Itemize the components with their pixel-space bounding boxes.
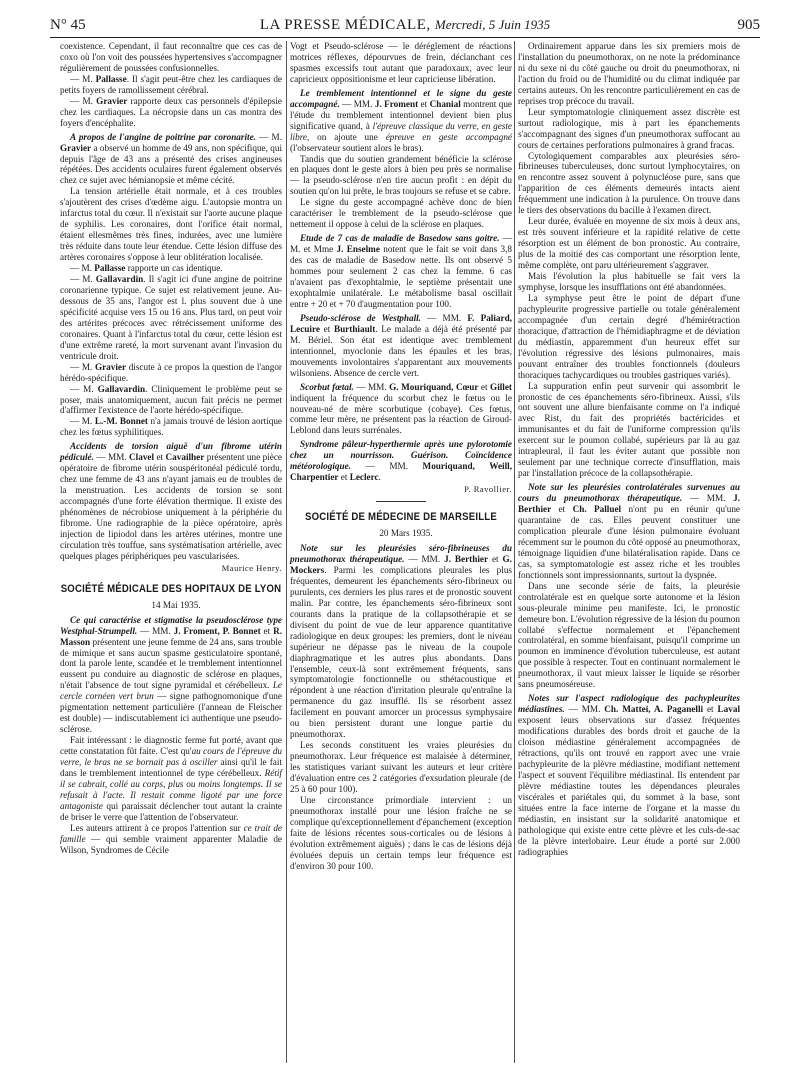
paragraph: coexistence. Cependant, il faut reconnaître que ces cas de coxo où l'on voit des poussées hypertensives s'accompagner régulièrement de poussées confusionnelles.: [60, 41, 282, 73]
paragraph: — M. Pallasse rapporte un cas identique.: [70, 263, 223, 274]
paragraph: Une circonstance primordiale intervient : un pneumothorax installé pour une lésion fraîche ne se complique qu'exceptionnellement d'épanchement (exception faite de lésions récentes sous-corticales ou de lésions à évolution extrêmement aiguës) ; dans le cas de lésions déjà évoluées depuis un certain temps leur fréquence est d'environ 30 pour 100.: [290, 794, 512, 871]
article-paragraph: Scorbut fœtal. — MM. G. Mouriquand, Cœur et Gillet indiquent la fréquence du scorbut chez le fœtus ou le nouveau-né de mère scorbutique (cobaye). Ces fœtus, comme leur mère, ne présentent pas la réaction de Giroud-Leblond dans leurs surrénales.: [290, 381, 512, 436]
paragraph: Tandis que du soutien grandement bénéficie la sclérose en plaques dont le geste alors à bien peu près se normalise — la pseudo-sclérose n'en tire aucun profit : en dépit du soutien qu'on lui prête, le bras toujours se refuse et se cabre.: [290, 153, 512, 197]
author-name: J. Berthier: [518, 493, 740, 515]
author-name: Clavel: [129, 452, 155, 463]
column-3: [518, 41, 740, 858]
paragraph: Les seconds constituent les vraies pleurésies du pneumothorax. Leur fréquence est malaisée à déterminer, les statistiques variant suivant les auteurs et leur critère d'évaluation entre ces 2 catégories d'exsudation pleurale (de 25 à 60 pour 100).: [290, 740, 512, 794]
author-name: Pallasse: [94, 263, 126, 274]
paragraph: Dans une seconde série de faits, la pleurésie controlatérale est en quelque sorte autonome et la lésion sous-pleurale minime peu manifeste. Ici, le pronostic demeure bon. L'évolution régressive de la lésion du poumon collabé s'effectue normalement et l'épanchement controlatéral, en somme bienfaisant, puisqu'il comprime un poumon en imminence d'évolution tuberculeuse, est autant que possible à respecter. Tout en continuant normalement le pneumothorax, il vaut mieux laisser le liquide se résorber sans pneumoséreuse.: [518, 580, 740, 690]
author-name: Ch. Palluel: [572, 504, 622, 515]
signature: P. Ravollier.: [464, 484, 512, 495]
author-name: J. Enselme: [336, 244, 380, 255]
article-paragraph: Syndrome pâleur-hyperthermie après une pylorotomie chez un nourrisson. Guérison. Coïncidence météorologique. — MM. Mouriquand, Weill, Charpentier et Leclerc.: [290, 439, 512, 483]
author-name: F. Paliard, Lecuire: [290, 312, 512, 334]
article-title: Note sur les pleurésies séro-fibrineuses du pneumothorax thérapeutique.: [290, 543, 512, 564]
column-2: [290, 41, 512, 872]
article-paragraph: Pseudo-sclérose de Westphall. — MM. F. Paliard, Lecuire et Burthiault. Le malade a déjà été présenté par M. Bériel. Son état est identique avec tremblement intentionnel, myoclonie dans les épaules et les bras, mouvements involontaires s'apparentant aux mouvements wilsoniens. Absence de cercle vert.: [290, 312, 512, 378]
author-name: J. Froment: [374, 98, 419, 109]
paragraph: La tension artérielle était normale, et à ces troubles s'ajoutèrent des crises d'œdème aigu. L'autopsie montra un infarctus total du cœur. Il n'existait sur l'aorte aucune plaque de syphilis. Les coronaires, dont l'orifice était normal, étaient ellesmêmes très fines, indurées, avec une lumière très réduite dans toute leur étendue. Cette lésion diffuse des artères coronaires s'oppose à leur oblitération localisée.: [60, 186, 282, 263]
author-name: Leclerc: [349, 472, 379, 483]
section-date: 14 Mai 1935.: [151, 599, 201, 610]
author-name: Gillet: [490, 381, 512, 392]
article-paragraph: Accidents de torsion aiguë d'un fibrome utérin pédiculé. — MM. Clavel et Cavailher présentent une pièce opératoire de fibrome utérin souspéritonéal pédiculé tordu, chez une femme de 43 ans n'ayant jamais eu de troubles de la menstruation. Les accidents de torsion se sont accompagnés d'une forte élévation thermique. Il existe des phénomènes de nécrobiose uniquement à la périphérie du fibrome. Une radiographie de la pièce opératoire, après injection de lipiodol dans les artères utérines, montre une circulation très touffue, sans systématisation artérielle, avec quelques plages périphériques peu vascularisées.: [60, 441, 282, 561]
article-title: Notes sur l'aspect radiologique des pachypleurites médiastines.: [518, 693, 740, 715]
section-date: 20 Mars 1935.: [379, 528, 433, 539]
section-rule: [376, 501, 426, 502]
article-title: Le tremblement intentionnel et le signe du geste accompagné.: [290, 87, 512, 109]
author-name: J. Berthier: [444, 553, 489, 564]
author-name: J. Froment, P. Bonnet: [173, 625, 261, 636]
author-name: Gallavardin: [95, 274, 144, 285]
section-heading: SOCIÉTÉ DE MÉDECINE DE MARSEILLE: [305, 511, 497, 524]
author-name: Gravier: [96, 95, 128, 106]
paragraph: Ordinairement apparue dans les six premiers mois de l'installation du pneumothorax, on ne note la prédominance ni du sexe ni du côté gauche ou droit du pneumothorax, ni l'action du froid ou de l'humidité ou du climat indiquée par certains auteurs. On les rencontre particulièrement en cas de reprises trop précoce du travail.: [518, 41, 740, 106]
author-name: G. Mouriquand, Cœur: [389, 381, 479, 392]
paragraph: Leur durée, évaluée en moyenne de six mois à deux ans, est très souvent inférieure et la rapidité relative de cette résorption est un élément de bon pronostic. Au contraire, plus de la moitié des cas comportant une résorption lente, même complète, ont paru ultérieurement s'aggraver.: [518, 216, 740, 271]
article-title: Pseudo-sclérose de Westphall.: [300, 312, 421, 323]
column-1: [60, 41, 282, 856]
paragraph: La symphyse peut être le point de départ d'une pachypleurite progressive partielle ou totale généralement accompagnée d'un certain degré d'hémirétraction thoracique, d'attraction de l'hémidiaphragme et de déviation du médiastin, apparemment d'un heureux effet sur l'évolution régressive des lésions pulmonaires, mais pouvant entraîner des troubles fonctionnels (douleurs thoraciques tachycardiques ou troubles gastriques variés).: [518, 292, 740, 380]
author-name: L.-M. Bonnet: [94, 416, 148, 427]
column-divider: [286, 41, 287, 1063]
author-name: Laval: [717, 704, 740, 715]
article-title: Note sur les pleurésies controlatérales survenues au cours du pneumothorax thérapeutique.: [518, 482, 740, 504]
paragraph: Leur symptomatologie cliniquement assez discrète est surtout radiologique, mis à part les épanchements s'accompagnant des signes d'un pneumothorax suffocant au cours de certaines perforations pulmonaires à grand fracas.: [518, 106, 740, 150]
section-heading: SOCIÉTÉ MÉDICALE DES HOPITAUX DE LYON: [60, 582, 282, 596]
article-paragraph: Note sur les pleurésies séro-fibrineuses du pneumothorax thérapeutique. — MM. J. Berthier et G. Mockers. Parmi les complications pleurales les plus fréquentes, demeurent les épanchements séro-fibrineux ou purulents, ces derniers les plus rares et de pronostic souvent malin. Par contre, les épanchements séro-fibrineux sont courants dans la pratique de la collapsothérapie et se divisent du point de vue de leur apparence quantitative radiologique en deux groupes: les premiers, dont le niveau supérieur ne dépasse pas le niveau de la coupole diaphragmatique et les autres plus abondants. Dans l'ensemble, ceux-là sont extrêmement fréquents, sans symptomatologie fonctionnelle ou sthétacoustique et répondent à une réaction d'irritation pleurale qu'entraîne la permanence du gaz insufflé. Ils se résorbent assez facilement en pouvant amorcer un processus symphysaire ou bien persistent durant une longue partie du pneumothorax.: [290, 543, 512, 740]
paragraph: — M. Gravier rapporte deux cas personnels d'épilepsie chez les cardiaques. La nécropsie dans un cas montra des foyers d'encéphalite.: [60, 95, 282, 128]
author-name: Burthiault: [333, 323, 376, 334]
page-header: [50, 17, 760, 38]
journal-title: [50, 17, 760, 34]
issue-date: Mercredi, 5 Juin 1935: [434, 17, 551, 32]
article-title: Etude de 7 cas de maladie de Basedow sans goitre.: [300, 233, 500, 244]
paragraph: — M. Gallavardin. Cliniquement le problème peut se poser, mais anatomiquement, aucun fait précis ne permet d'affirmer l'existence de l'aorte hérédo-spécifique.: [60, 383, 283, 416]
paragraph: Les auteurs attirent à ce propos l'attention sur ce trait de famille — qui semble vraiment apparenter Maladie de Wilson, Syndromes de Cécile: [60, 822, 282, 855]
article-paragraph: Ce qui caractérise et stigmatise la pseudosclérose type Westphal-Strumpell. — MM. J. Froment, P. Bonnet et R. Masson présentent une jeune femme de 24 ans, sans trouble de mimique et sans aucun spasme gesticulatoire spontané, dont la parole lente, scandée et le tremblement intentionnel eussent pu conduire au diagnostic de sclérose en plaques, n'était l'absence de tout signe pyramidal et cérébelleux. Le cercle cornéen vert brun — signe pathognomonique d'une pigmentation nettement particulière (l'anneau de Fleischer est double) — indiscutablement ici authentique une pseudo-sclérose.: [60, 614, 282, 735]
author-name: G. Mockers: [290, 553, 512, 575]
paragraph: — M. Gravier discute à ce propos la question de l'angor hérédo-spécifique.: [60, 361, 282, 383]
author-name: R. Masson: [60, 625, 282, 647]
article-title: Ce qui caractérise et stigmatise la pseudosclérose type Westphal-Strumpell.: [60, 614, 282, 636]
publication-name: LA PRESSE MÉDICALE,: [259, 17, 431, 33]
paragraph: Fait intéressant : le diagnostic ferme fut porté, avant que cette constatation fût faite. C'est qu'au cours de l'épreuve du verre, le bras ne se bornait pas à osciller ainsi qu'il le fait dans le tremblement intentionnel de type cérébelleux. Rétif il se cabrait, collé au corps, plus ou moins longtemps. Il se refusait à l'acte. Il restait comme ligoté par une force antagoniste qui paraissait déclencher tout autant la crainte de briser le verre que l'attention de l'observateur.: [60, 735, 283, 822]
article-title: Scorbut fœtal.: [300, 381, 354, 392]
author-name: Mouriquand, Weill, Charpentier: [290, 461, 512, 483]
author-name: Gallavardin: [97, 383, 146, 394]
signature: Maurice Henry.: [221, 562, 282, 573]
author-name: Pallasse: [95, 73, 127, 84]
column-divider: [514, 41, 515, 1063]
paragraph: Vogt et Pseudo-sclérose — le déréglement de réactions motrices réflexes, dépourvues de frein, déclanchant ces spasmes excessifs tout autant que paradoxaux, avec leur capricieux oppositionisme et leur capricieuse libération.: [290, 41, 512, 84]
author-name: Ch. Mattei, A. Paganelli: [604, 704, 704, 715]
author-name: Gravier: [60, 142, 92, 153]
paragraph: — M. Gallavardin. Il s'agit ici d'une angine de poitrine coronarienne typique. Ce sujet est relativement jeune. Au-dessous de 35 ans, l'angor est l. plus souvent due à une spécificité acquise vers 15 ou 16 ans. Plus tard, on peut voir des artérites précoces avec rétrécissement uniforme des coronaires. Quant à l'infarctus total du cœur, cette lésion est d'une extrême rareté, la mort survenant avant l'invasion du ventricule droit.: [60, 274, 282, 361]
issue-number: N° 45: [50, 17, 86, 33]
author-name: Cavailher: [165, 452, 205, 463]
article-title: Syndrome pâleur-hyperthermie après une pylorotomie chez un nourrisson. Guérison. Coïncidence météorologique.: [290, 439, 512, 472]
article-paragraph: Notes sur l'aspect radiologique des pachypleurites médiastines. — MM. Ch. Mattei, A. Paganelli et Laval exposent leurs observations sur d'assez fréquentes modifications durables des bords droit et gauche de la cloison médiastine généralement accompagnées de rétractions, qu'ils ont trouvé en rapport avec une vraie pachypleurite de la plèvre médiastine, modifiant nettement l'aspect et souvent l'équilibre médiastinal. Ils entendent par plèvre médiastine toutes les dépendances pleurales viscérales et pariétales qui, du sommet à la base, sont situées entre la face interne de l'organe et la masse du médiastin, en insistant sur la solidarité anatomique et pathologique qui existe entre cette plèvre et les culs-de-sac de la plèvre interlobaire. Leur étude a porté sur 2.000 radiographies: [518, 693, 740, 857]
article-title: Accidents de torsion aiguë d'un fibrome utérin pédiculé.: [60, 441, 282, 463]
paragraph: — M. L.-M. Bonnet n'a jamais trouvé de lésion aortique chez les fœtus syphilitiques.: [60, 416, 283, 438]
author-name: Gravier: [94, 361, 127, 372]
paragraph: Cytologiquement comparables aux pleurésies séro-fibrineuses tuberculeuses, donc surtout lymphocytaires, on en rencontre assez souvent à polynucléose pure, sans que l'apparition de ces éléments demeurés intacts aient fréquemment une indication à la purulence. On trouve dans le tiers des observations du bacille à l'examen direct.: [518, 150, 740, 216]
page-number: 905: [737, 17, 760, 33]
paragraph: La suppuration enfin peut survenir qui assombrit le pronostic de ces épanchements séro-fibrineux. Aussi, s'ils ont souvent une allure bienfaisante comme on l'a indiqué avec Rist, du fait des propriétés bactéricides et immunisantes et du fait de l'uniforme compression qu'ils exercent sur le poumon collabé, supérieurs par là au gaz intrapleural, il faut les éviter autant que possible non seulement par une technique correcte d'insufflation, mais par l'installation précoce de la collapsothérapie.: [518, 380, 740, 479]
paragraph: — M. Pallasse. Il s'agit peut-être chez les cardiaques de petits foyers de ramollissement cérébral.: [60, 73, 282, 95]
article-paragraph: Le tremblement intentionnel et le signe du geste accompagné. — MM. J. Froment et Chanial montrent que l'étude du tremblement intentionnel devient bien plus significative quand, à l'épreuve classique du verre, en geste libre, on ajoute une épreuve en geste accompagné (l'observateur soutient alors le bras).: [290, 87, 512, 153]
article-title: A propos de l'angine de poitrine par coronarite.: [70, 131, 256, 142]
article-paragraph: A propos de l'angine de poitrine par coronarite. — M. Gravier a observé un homme de 49 ans, non spécifique, qui depuis l'âge de 43 ans a présenté des crises angineuses répétées. Des accidents oculaires furent également observés chez ce sujet avec hémianopsie et même cécité.: [60, 131, 282, 186]
paragraph: Le signe du geste accompagné achève donc de bien caractériser le tremblement de la pseudo-sclérose que nettement il oppose à celui de la sclérose en plaques.: [290, 197, 512, 230]
article-paragraph: Etude de 7 cas de maladie de Basedow sans goitre. — M. et Mme J. Enselme notent que le fait se voit dans 3,8 des cas de maladie de Basedow nette. Ils ont observé 5 hommes pour seulement 2 cas chez la femme. 6 cas n'avaient pas d'exophtalmie, le septième présentait une exophtalmie unilatérale. Le métabolisme basal oscillait entre + 20 et + 70 d'augmentation pour 100.: [290, 233, 513, 309]
article-paragraph: Note sur les pleurésies controlatérales survenues au cours du pneumothorax thérapeutique. — MM. J. Berthier et Ch. Palluel n'ont pu en réunir qu'une quarantaine de cas. Elles peuvent constituer une complication pleurale d'une lésion pulmonaire évoluant récemment sur le poumon du côté opposé au pneumothorax, témoignage liquidien d'une bilatéralisation rapide. Dans ce cas, sa symptomatologie est assez riche et les troubles fonctionnels sont impressionnants, surtout la dyspnée.: [518, 482, 740, 580]
paragraph: Mais l'évolution la plus habituelle se fait vers la symphyse, lorsque les insufflations ont été abandonnées.: [518, 271, 740, 292]
author-name: Chanial: [429, 98, 461, 109]
